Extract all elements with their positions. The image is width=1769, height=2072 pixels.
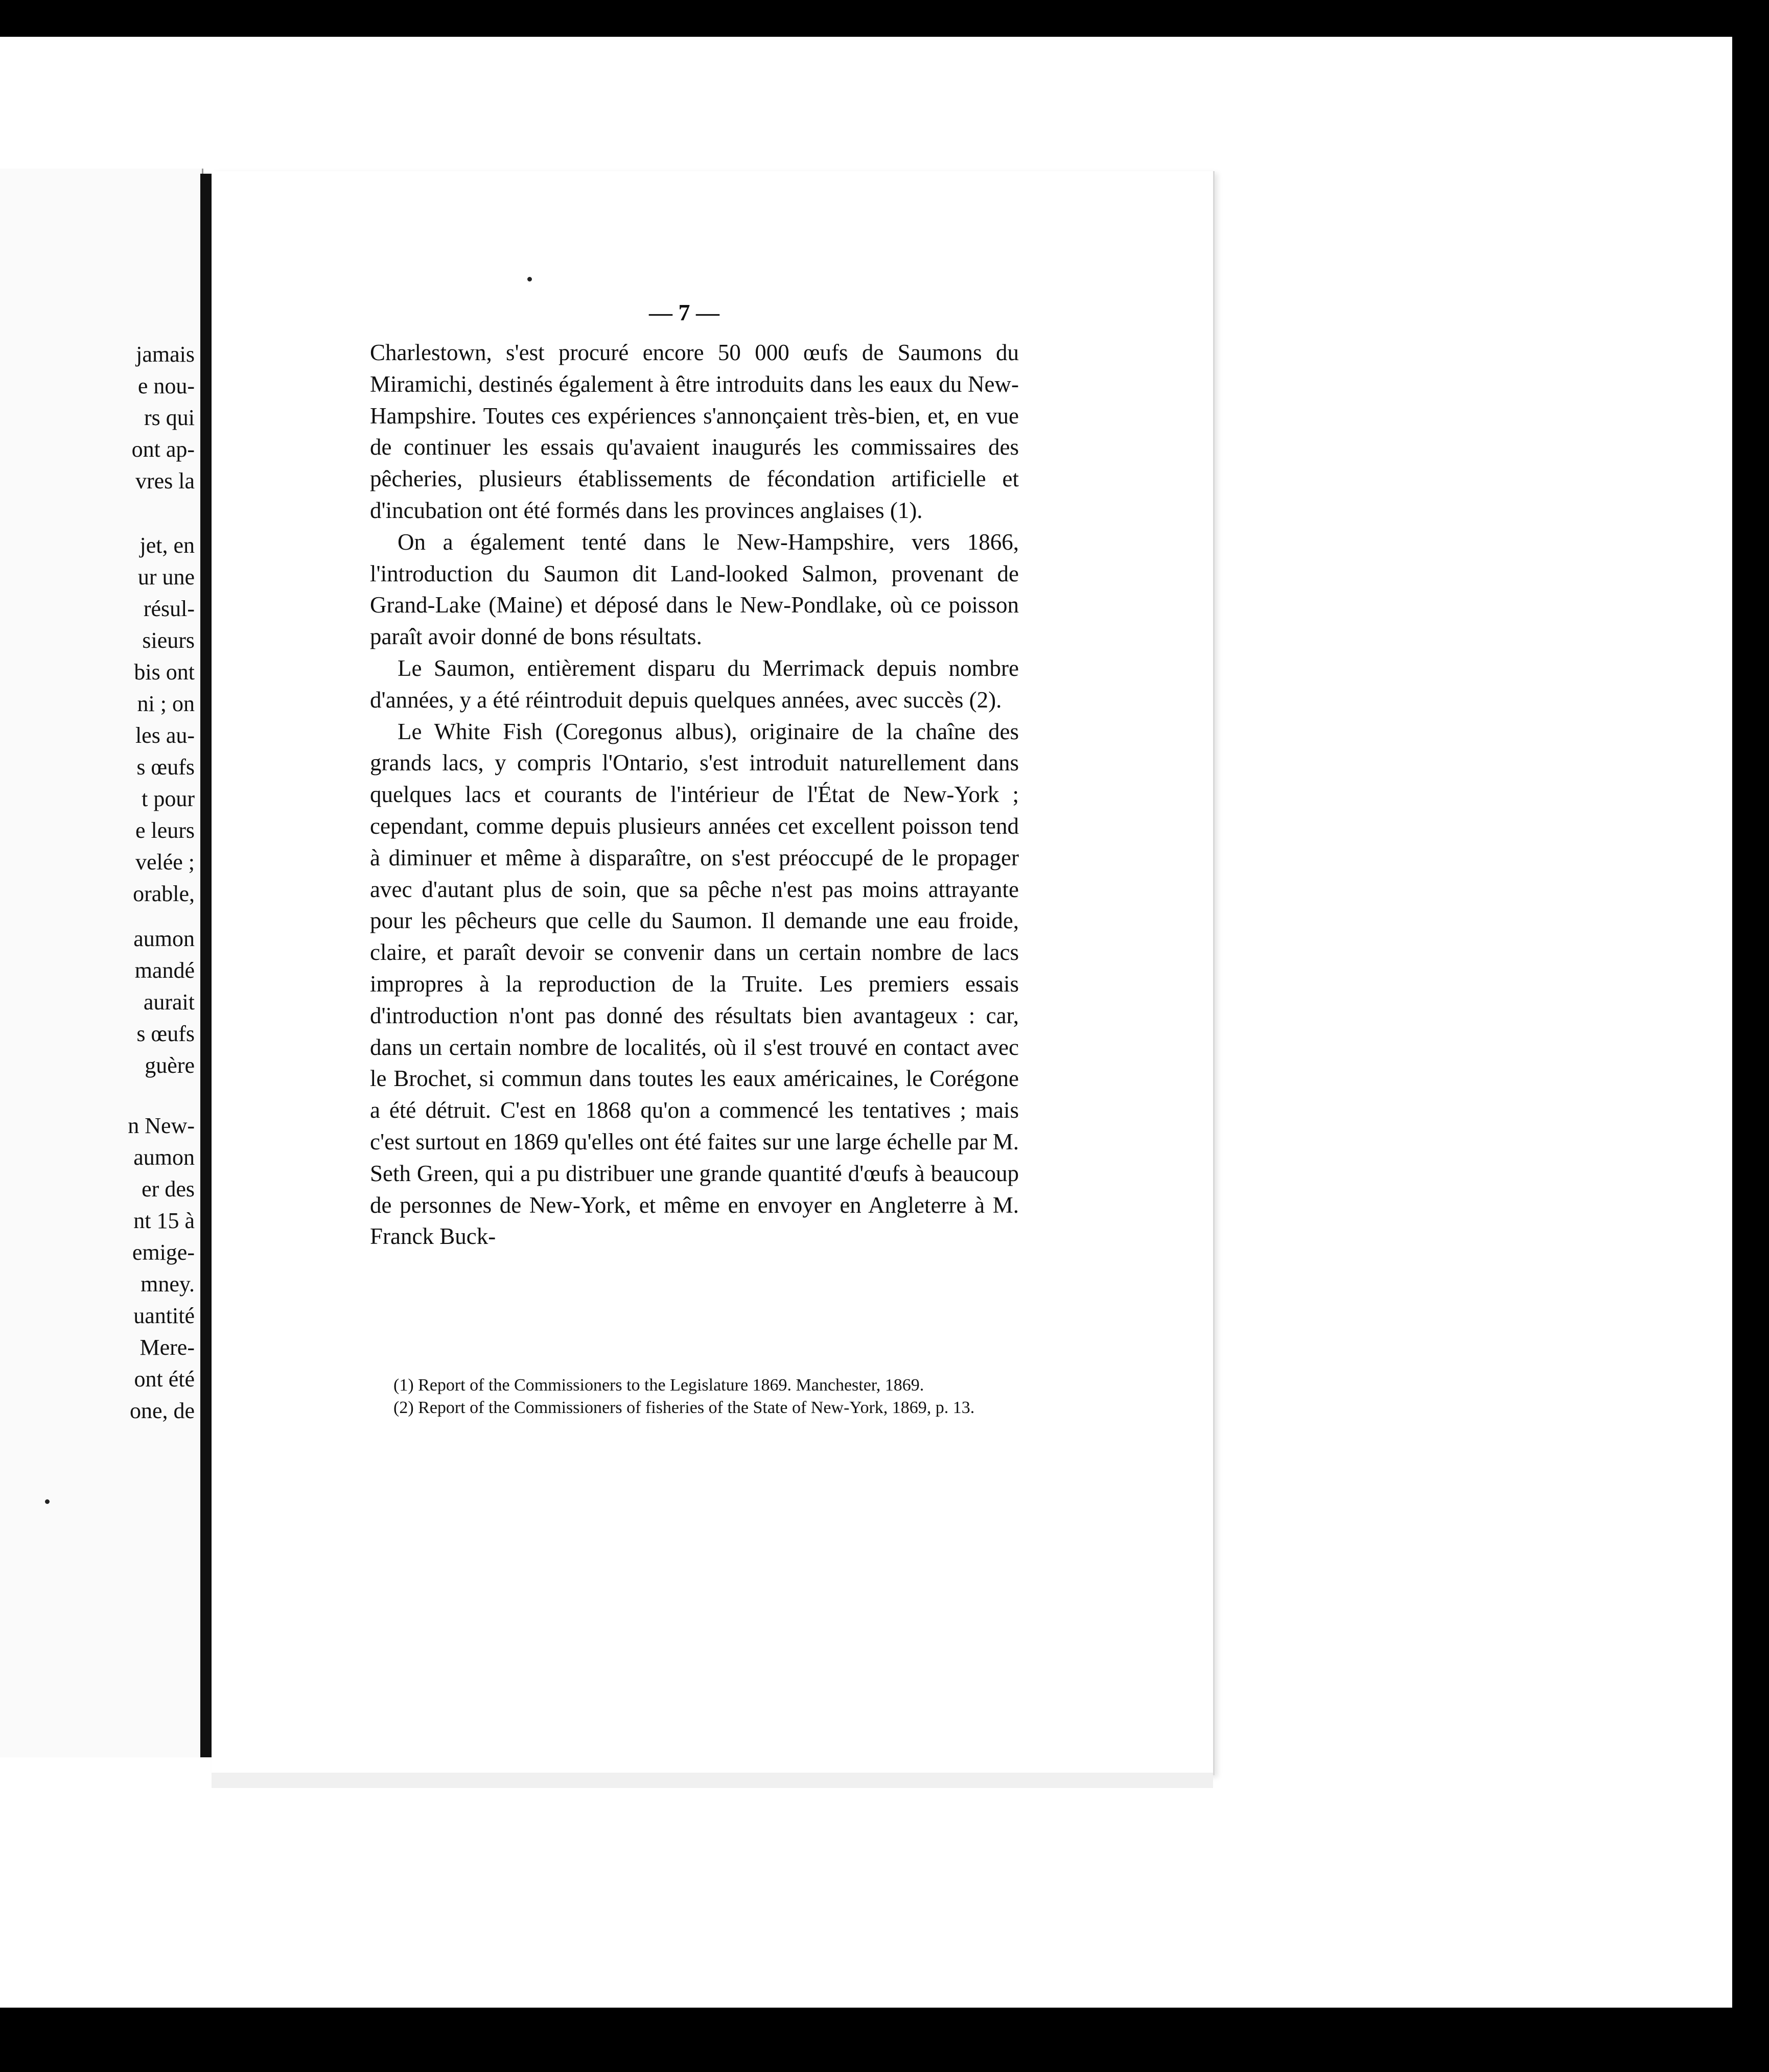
book-spine-shadow <box>200 174 212 1757</box>
left-page-fragment: jamais <box>136 342 195 367</box>
left-page-fragment: e nou- <box>137 373 195 398</box>
scan-border-top <box>0 0 1769 37</box>
left-page-fragment: les au- <box>135 723 195 748</box>
left-page-fragment: s œufs <box>136 755 195 780</box>
left-page-fragment: mandé <box>134 958 195 983</box>
left-page-fragment: vres la <box>135 468 195 493</box>
scan-border-bottom <box>0 2008 1769 2072</box>
scan-border-right <box>1732 37 1769 2008</box>
left-page-fragment: e leurs <box>135 818 195 843</box>
left-page-fragment: ur une <box>137 564 195 590</box>
left-page-fragment: ont ap- <box>131 437 195 462</box>
scan-border-right-margin <box>1719 37 1732 2008</box>
main-text-block <box>370 337 1019 1253</box>
left-page-fragment: guère <box>145 1053 195 1078</box>
left-page-fragment: bis ont <box>134 660 195 685</box>
left-page-fragment: er des <box>142 1176 195 1202</box>
footnote: (1) Report of the Commissioners to the Legislature 1869. Manchester, 1869. <box>393 1376 924 1395</box>
left-page-fragment: mney. <box>141 1272 195 1297</box>
left-page-fragment: aurait <box>143 990 195 1015</box>
left-page-fragment: résul- <box>143 596 195 621</box>
page-edge-shadow <box>212 1773 1213 1788</box>
footnote: (2) Report of the Commissioners of fisheries of the State of New-York, 1869, p. 13. <box>393 1398 975 1417</box>
left-page-fragment: orable, <box>133 881 195 906</box>
paragraph: On a également tenté dans le New-Hampshire, vers 1866, l'introduction du Saumon dit Land-looked Salmon, provenant de Grand-Lake (Maine) et déposé dans le New-Pondlake, où ce poisson paraît avoir donné de bons résultats. <box>370 529 1019 650</box>
left-page-fragment: emige- <box>132 1240 195 1265</box>
left-page-fragment: Mere- <box>139 1335 195 1360</box>
speck-mark <box>45 1499 50 1504</box>
left-page-fragment: velée ; <box>135 850 195 875</box>
left-page-fragment: uantité <box>133 1303 195 1328</box>
paragraph: Charlestown, s'est procuré encore 50 000 œufs de Saumons du Miramichi, destinés également à être introduits dans les eaux du New-Hampshire. Toutes ces expériences s'annonçaient très-bien, et, en vue de continuer les essais qu'avaient inaugurés les commissaires des pêcheries, plusieurs établissements de fécondation artificielle et d'incubation ont été formés dans les provinces anglaises (1). <box>370 340 1019 523</box>
left-page-fragment: aumon <box>133 1145 195 1170</box>
left-page-fragment: n New- <box>128 1113 195 1138</box>
left-page-fragment: ni ; on <box>137 691 195 716</box>
paragraph: Le White Fish (Coregonus albus), originaire de la chaîne des grands lacs, y compris l'Ontario, s'est introduit naturellement dans quelques lacs et courants de l'intérieur de l'État de New-York ; cependant, comme depuis plusieurs années cet excellent poisson tend à diminuer et même à disparaître, on s'est préoccupé de le propager avec d'autant plus de soin, que sa pêche n'est pas moins attrayante pour les pêcheurs que celle du Saumon. Il demande une eau froide, claire, et paraît devoir se convenir dans un certain nombre de lacs impropres à la reproduction de la Truite. Les premiers essais d'introduction n'ont pas donné des résultats bien avantageux : car, dans un certain nombre de localités, où il s'est trouvé en contact avec le Brochet, si commun dans toutes les eaux américaines, le Corégone a été détruit. C'est en 1868 qu'on a commencé les tentatives ; mais c'est surtout en 1869 qu'elles ont été faites sur une large échelle par M. Seth Green, qui a pu distribuer une grande quantité d'œufs à beaucoup de personnes de New-York, et même en envoyer en Angleterre à M. Franck Buck- <box>370 718 1019 1250</box>
footnotes <box>373 1374 1032 1419</box>
left-page-fragment: t pour <box>142 786 195 811</box>
left-page-fragment: one, de <box>129 1398 195 1423</box>
facing-page-left <box>0 169 203 1757</box>
left-page-fragment: s œufs <box>136 1021 195 1046</box>
left-page-fragment: rs qui <box>144 405 195 430</box>
paragraph: Le Saumon, entièrement disparu du Merrimack depuis nombre d'années, y a été réintroduit depuis quelques années, avec succès (2). <box>370 655 1019 713</box>
left-page-fragment: aumon <box>133 926 195 951</box>
left-page-fragment: sieurs <box>142 628 195 653</box>
left-page-fragment: jet, en <box>139 533 195 558</box>
page-number: — 7 — <box>649 299 719 325</box>
left-page-fragment: nt 15 à <box>133 1208 195 1233</box>
speck-mark <box>527 277 532 281</box>
left-page-fragment: ont été <box>134 1367 195 1392</box>
